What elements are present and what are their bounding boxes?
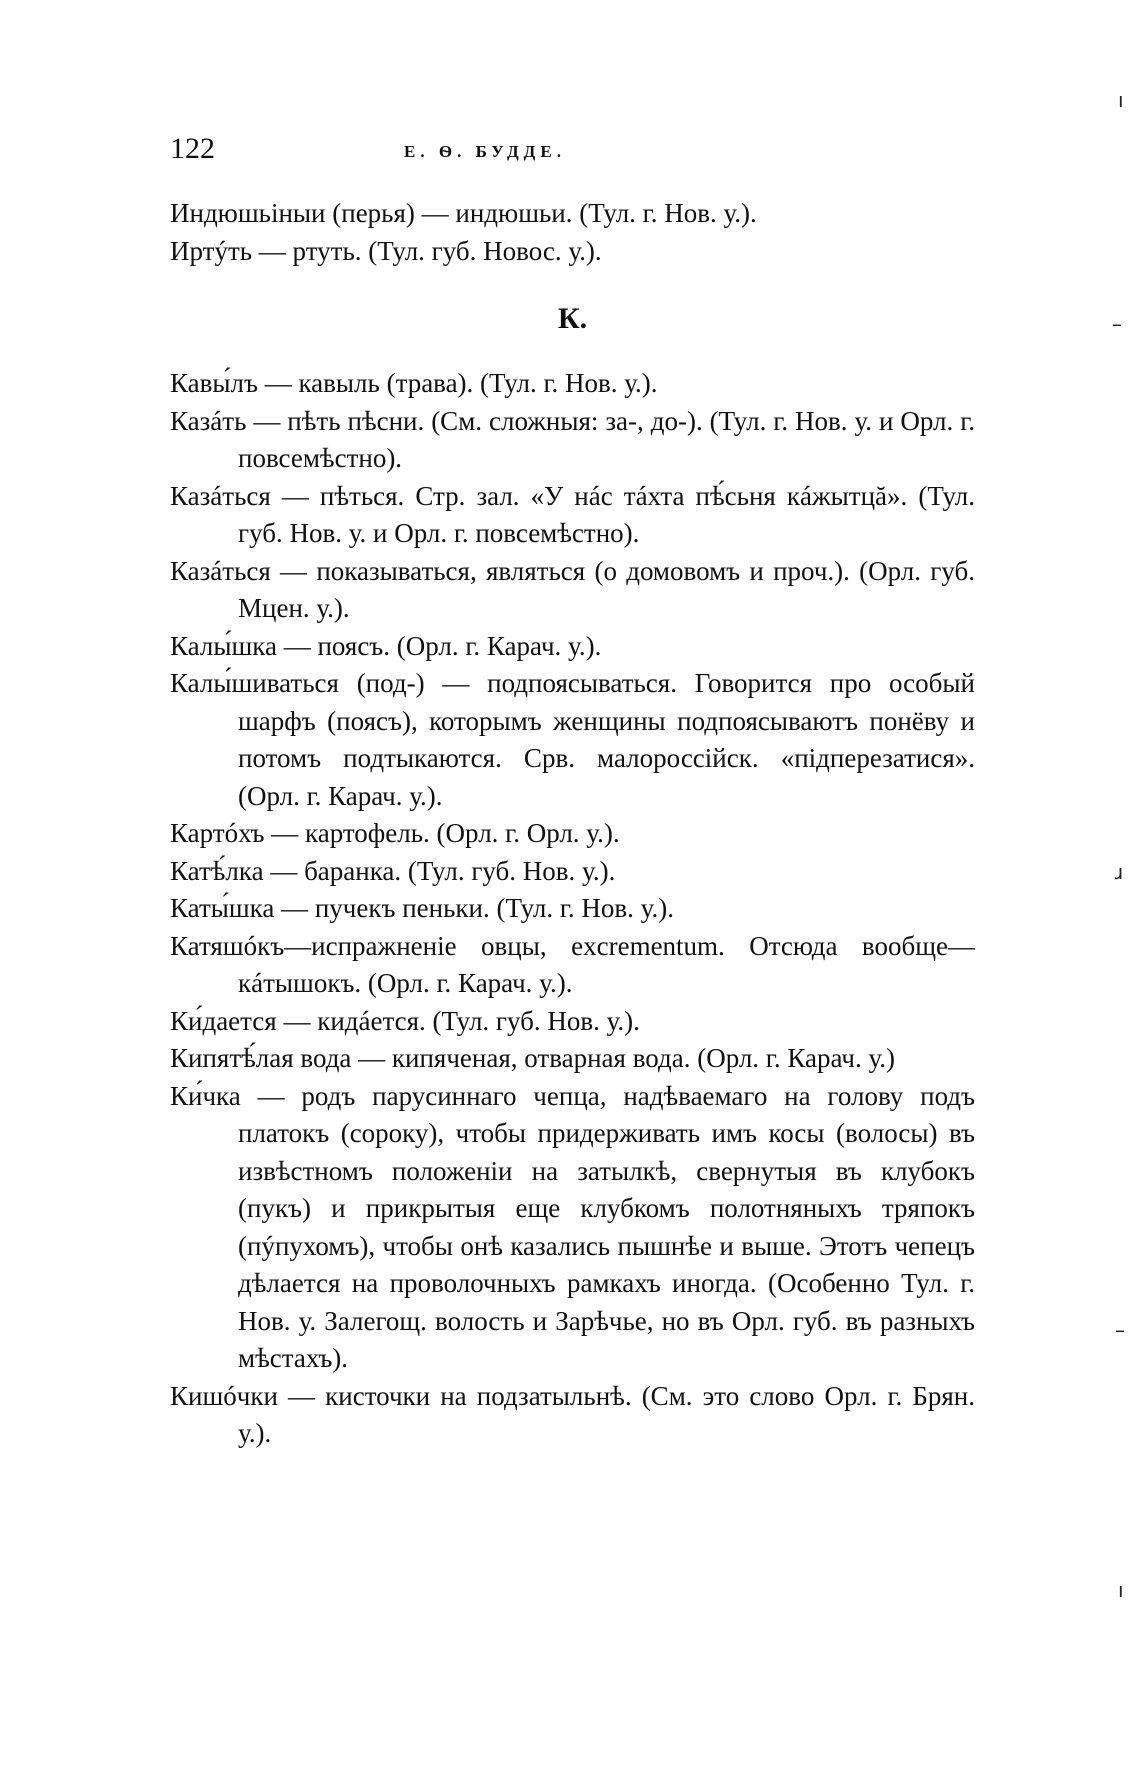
scan-mark: ı bbox=[1118, 88, 1124, 112]
dictionary-entry: Кипятѣ́лая вода — кипяченая, отварная вода. (Орл. г. Карач. у.) bbox=[170, 1043, 895, 1073]
dictionary-entry: Иртýть — ртуть. (Тул. губ. Новос. у.). bbox=[170, 235, 602, 266]
dictionary-entry: Каты́шка — пучекъ пеньки. (Тул. г. Нов. у.). bbox=[170, 893, 674, 923]
scan-mark: ɹ bbox=[1115, 860, 1124, 884]
dictionary-entry: Ки́дается — кидáется. (Тул. губ. Нов. у.). bbox=[170, 1005, 640, 1036]
dictionary-entry: Кишóчки — кисточки на подзатыльнѣ. (См. это слово Орл. г. Брян. у.). bbox=[170, 1380, 975, 1448]
dictionary-entry: Кавы́лъ — кавыль (трава). (Тул. г. Нов. у.). bbox=[170, 368, 658, 398]
scan-mark: – bbox=[1115, 1318, 1125, 1342]
scan-mark: – bbox=[1112, 312, 1122, 336]
dictionary-entry: Катѣ́лка — баранка. (Тул. губ. Нов. у.). bbox=[170, 855, 616, 886]
dictionary-entry: Катяшóкъ—испражненіе овцы, excrementum. Отсюда вообще— кáтышокъ. (Орл. г. Карач. у.). bbox=[170, 930, 975, 998]
dictionary-entry: Калы́шиваться (под-) — подпоясываться. Говорится про особый шарфъ (поясъ), которымъ женщины подпоясываютъ понёву и потомъ подтыкаются. Срв. малороссійск. «підперезатися». (Орл. г. Карач. у.). bbox=[170, 668, 975, 811]
dictionary-entry: Калы́шка — поясъ. (Орл. г. Карач. у.). bbox=[170, 630, 602, 661]
page-header bbox=[170, 132, 970, 172]
dictionary-entry: Ки́чка — родъ парусиннаго чепца, надѣваемаго на голову подъ платокъ (сороку), чтобы придерживать имъ косы (волосы) въ извѣстномъ положеніи на затылкѣ, свернутыя въ клубокъ (пукъ) и прикрытыя еще клубкомъ полотняныхъ тряпокъ (пýпухомъ), чтобы онѣ казались пышнѣе и выше. Этотъ чепецъ дѣлается на проволочныхъ рамкахъ иногда. (Особенно Тул. г. Нов. у. Залегощ. волость и Зарѣчье, но въ Орл. губ. въ разныхъ мѣстахъ). bbox=[170, 1080, 975, 1373]
dictionary-entry: Картóхъ — картофель. (Орл. г. Орл. у.). bbox=[170, 818, 620, 848]
dictionary-entry: Казáть — пѣть пѣсни. (См. сложныя: за-, до-). (Тул. г. Нов. у. и Орл. г. повсемѣстно). bbox=[170, 405, 975, 473]
dictionary-entry: Казáться — пѣться. Стр. зал. «У нáс тáхта пѣ́сьня кáжытцă». (Тул. губ. Нов. у. и Орл. г. повсемѣстно). bbox=[170, 480, 975, 548]
running-head: Е. Ѳ. БУДДЕ. bbox=[404, 142, 566, 161]
dictionary-body bbox=[170, 195, 975, 1453]
page-number: 122 bbox=[170, 132, 215, 165]
section-letter-heading: К. bbox=[557, 302, 588, 335]
dictionary-entry: Казáться — показываться, являться (о домовомъ и проч.). (Орл. губ. Мцен. у.). bbox=[170, 555, 975, 623]
scan-mark: ı bbox=[1118, 1578, 1124, 1602]
dictionary-entry: Индюшьіныи (перья) — индюшьи. (Тул. г. Нов. у.). bbox=[170, 198, 757, 228]
